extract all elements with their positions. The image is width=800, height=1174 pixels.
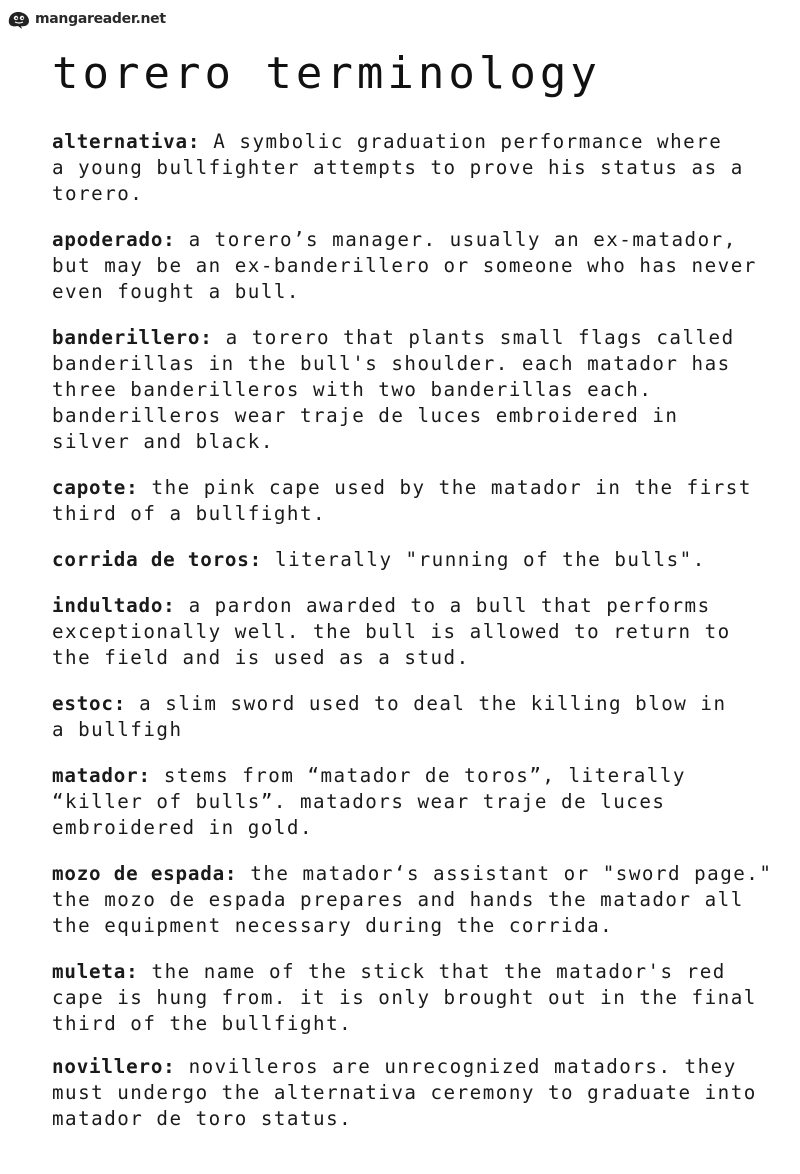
entry-definition-line: A symbolic graduation performance where (200, 130, 723, 153)
glossary-entry (52, 959, 792, 1037)
page-title: torero terminology (52, 48, 601, 99)
entry-definition-line: three banderilleros with two banderillas each. (52, 378, 653, 401)
glossary-entry (52, 325, 792, 455)
entry-definition-line: the field and is used as a stud. (52, 646, 470, 669)
entry-definition-line: a young bullfighter attempts to prove his status as a (52, 156, 744, 179)
entry-definition-line: the name of the stick that the matador's red (138, 960, 726, 983)
entry-term: apoderado: (52, 228, 176, 251)
glossary-entry (52, 1054, 792, 1132)
entry-definition-line: a slim sword used to deal the killing blow in (126, 692, 727, 715)
entry-definition-line: novilleros are unrecognized matadors. they (175, 1055, 737, 1078)
glossary-entry (52, 547, 792, 573)
entry-definition-line: banderillas in the bull's shoulder. each matador has (52, 352, 731, 375)
entry-definition-line: must undergo the alternativa ceremony to graduate into (52, 1081, 757, 1104)
glossary-entry (52, 593, 792, 671)
entry-definition-line: stems from “matador de toros”, literally (150, 764, 686, 787)
entry-term: alternativa: (52, 130, 201, 153)
entry-definition-line: but may be an ex-banderillero or someone who has never (52, 254, 757, 277)
entry-term: muleta: (52, 960, 139, 983)
entry-definition-line: third of the bullfight. (52, 1012, 353, 1035)
entry-definition-line: exceptionally well. the bull is allowed to return to (52, 620, 731, 643)
glossary-entry (52, 763, 792, 841)
entry-definition-line: even fought a bull. (52, 280, 300, 303)
entry-term: indultado: (52, 594, 176, 617)
mangareader-logo-icon (6, 8, 32, 30)
entry-definition-line: the matador‘s assistant or "sword page." (237, 862, 773, 885)
entry-term: banderillero: (52, 326, 213, 349)
entry-definition-line: a bullfigh (52, 718, 183, 741)
entry-definition-line: a torero’s manager. usually an ex-matador, (175, 228, 737, 251)
glossary-entry (52, 475, 792, 527)
entry-definition-line: the equipment necessary during the corrida. (52, 914, 614, 937)
entry-term: mozo de espada: (52, 862, 238, 885)
watermark-text: mangareader.net (35, 11, 166, 27)
watermark (6, 8, 166, 30)
glossary-entry (52, 861, 792, 939)
entry-definition-line: literally "running of the bulls". (261, 548, 706, 571)
entry-definition-line: the mozo de espada prepares and hands the matador all (52, 888, 744, 911)
entry-definition-line: the pink cape used by the matador in the first (138, 476, 752, 499)
glossary (52, 129, 792, 1149)
entry-term: corrida de toros: (52, 548, 262, 571)
entry-definition-line: torero. (52, 182, 144, 205)
entry-term: estoc: (52, 692, 127, 715)
entry-definition-line: a torero that plants small flags called (212, 326, 735, 349)
entry-definition-line: banderilleros wear traje de luces embroidered in (52, 404, 679, 427)
entry-definition-line: a pardon awarded to a bull that performs (175, 594, 711, 617)
entry-term: matador: (52, 764, 151, 787)
entry-definition-line: cape is hung from. it is only brought out in the final (52, 986, 757, 1009)
entry-term: novillero: (52, 1055, 176, 1078)
entry-definition-line: silver and black. (52, 430, 274, 453)
glossary-entry (52, 691, 792, 743)
glossary-entry (52, 129, 792, 207)
entry-definition-line: matador de toro status. (52, 1107, 353, 1130)
entry-term: capote: (52, 476, 139, 499)
entry-definition-line: embroidered in gold. (52, 816, 314, 839)
glossary-entry (52, 227, 792, 305)
entry-definition-line: third of a bullfight. (52, 502, 327, 525)
entry-definition-line: “killer of bulls”. matadors wear traje de luces (52, 790, 666, 813)
